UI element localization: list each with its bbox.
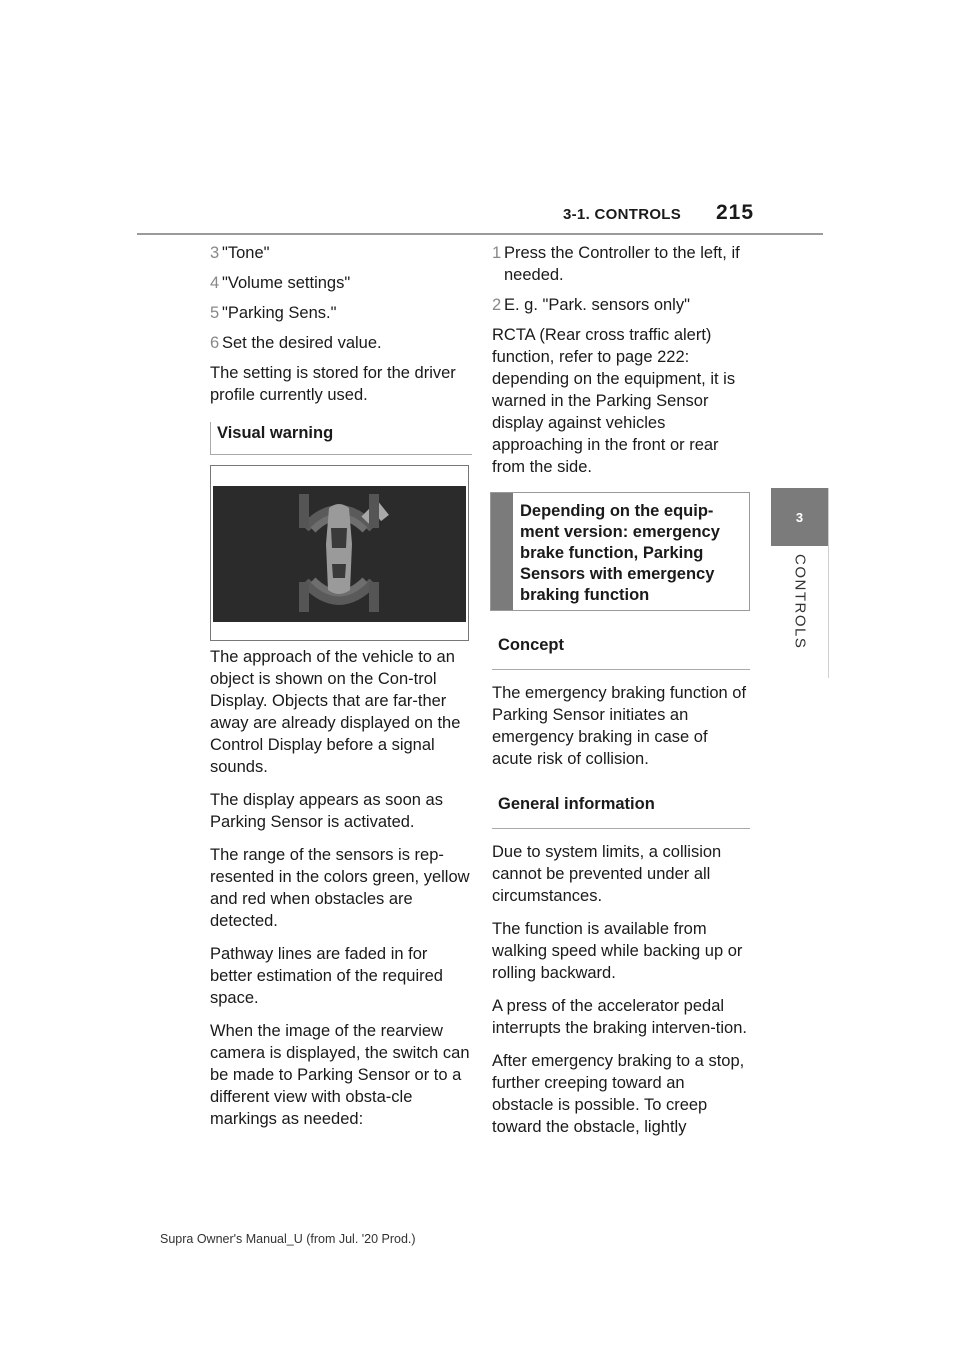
left-column-bottom (210, 646, 472, 1141)
control-display-screen (213, 486, 466, 622)
header-divider (137, 233, 823, 235)
right-column-bottom (492, 622, 750, 1149)
callout-text: Depending on the equip-ment version: emergency brake function, Parking Sensors with emergency braking function (520, 502, 720, 604)
step-text: Set the desired value. (222, 334, 382, 352)
step-4 (210, 272, 472, 294)
step-text: "Parking Sens." (222, 304, 337, 322)
step-number: 4 (210, 274, 220, 292)
right-column-top (492, 242, 750, 489)
footer-text: Supra Owner's Manual_U (from Jul. '20 Prod.) (160, 1232, 416, 1246)
page-number: 215 (716, 201, 755, 224)
intro-paragraph: The setting is stored for the driver profile currently used. (210, 364, 456, 404)
step-6 (210, 332, 472, 354)
visual-warning-heading: Visual warning (210, 422, 472, 455)
chapter-number: 3 (795, 509, 804, 525)
step-3 (210, 242, 472, 264)
section-title: 3-1. CONTROLS (563, 206, 682, 223)
general-information-heading: General information (492, 781, 750, 829)
step-number: 3 (210, 244, 220, 262)
paragraph-display-appears: The display appears as soon as Parking Sensor is activated. (210, 791, 443, 831)
step-number: 1 (492, 244, 502, 262)
parking-sensor-graphic (213, 486, 466, 622)
step-5 (210, 302, 472, 324)
concept-paragraph: The emergency braking function of Parking Sensor initiates an emergency braking in case of acute risk of collision. (492, 684, 747, 768)
chapter-tab (771, 488, 828, 546)
left-column-top (210, 242, 472, 467)
callout-bar (491, 493, 513, 610)
step-1 (492, 242, 750, 286)
step-text: Press the Controller to the left, if needed. (504, 244, 740, 284)
step-number: 6 (210, 334, 220, 352)
chapter-label-text: CONTROLS (791, 554, 809, 650)
paragraph-rearview-switch: When the image of the rearview camera is displayed, the switch can be made to Parking Sensor or to a different view with obsta-cle markings as needed: (210, 1022, 470, 1128)
paragraph-pathway-lines: Pathway lines are faded in for better estimation of the required space. (210, 945, 443, 1007)
paragraph-system-limits: Due to system limits, a collision cannot be prevented under all circumstances. (492, 843, 722, 905)
paragraph-walking-speed: The function is available from walking speed while backing up or rolling backward. (492, 920, 743, 982)
concept-heading: Concept (492, 622, 750, 670)
rcta-paragraph: RCTA (Rear cross traffic alert) function, refer to page 222: depending on the equipment, it is warned in the Parking Sensor display against vehicles approaching in the front or rear from the side. (492, 326, 736, 476)
step-number: 5 (210, 304, 220, 322)
parking-sensor-figure (210, 465, 469, 641)
paragraph-range-colors: The range of the sensors is rep-resented in the colors green, yellow and red when obstacles are detected. (210, 846, 470, 930)
step-2 (492, 294, 750, 316)
step-text: "Volume settings" (222, 274, 351, 292)
equipment-callout (490, 492, 750, 611)
paragraph-approach: The approach of the vehicle to an object is shown on the Con-trol Display. Objects that are far-ther away are already displayed on the Control Display before a signal sounds. (210, 648, 461, 776)
step-number: 2 (492, 296, 502, 314)
step-text: E. g. "Park. sensors only" (504, 296, 690, 314)
paragraph-creeping: After emergency braking to a stop, further creeping toward an obstacle is possible. To creep toward the obstacle, lightly (492, 1052, 745, 1136)
chapter-tab-line (828, 488, 829, 678)
paragraph-accelerator: A press of the accelerator pedal interrupts the braking interven-tion. (492, 997, 747, 1037)
chapter-label (772, 554, 828, 674)
step-text: "Tone" (222, 244, 270, 262)
